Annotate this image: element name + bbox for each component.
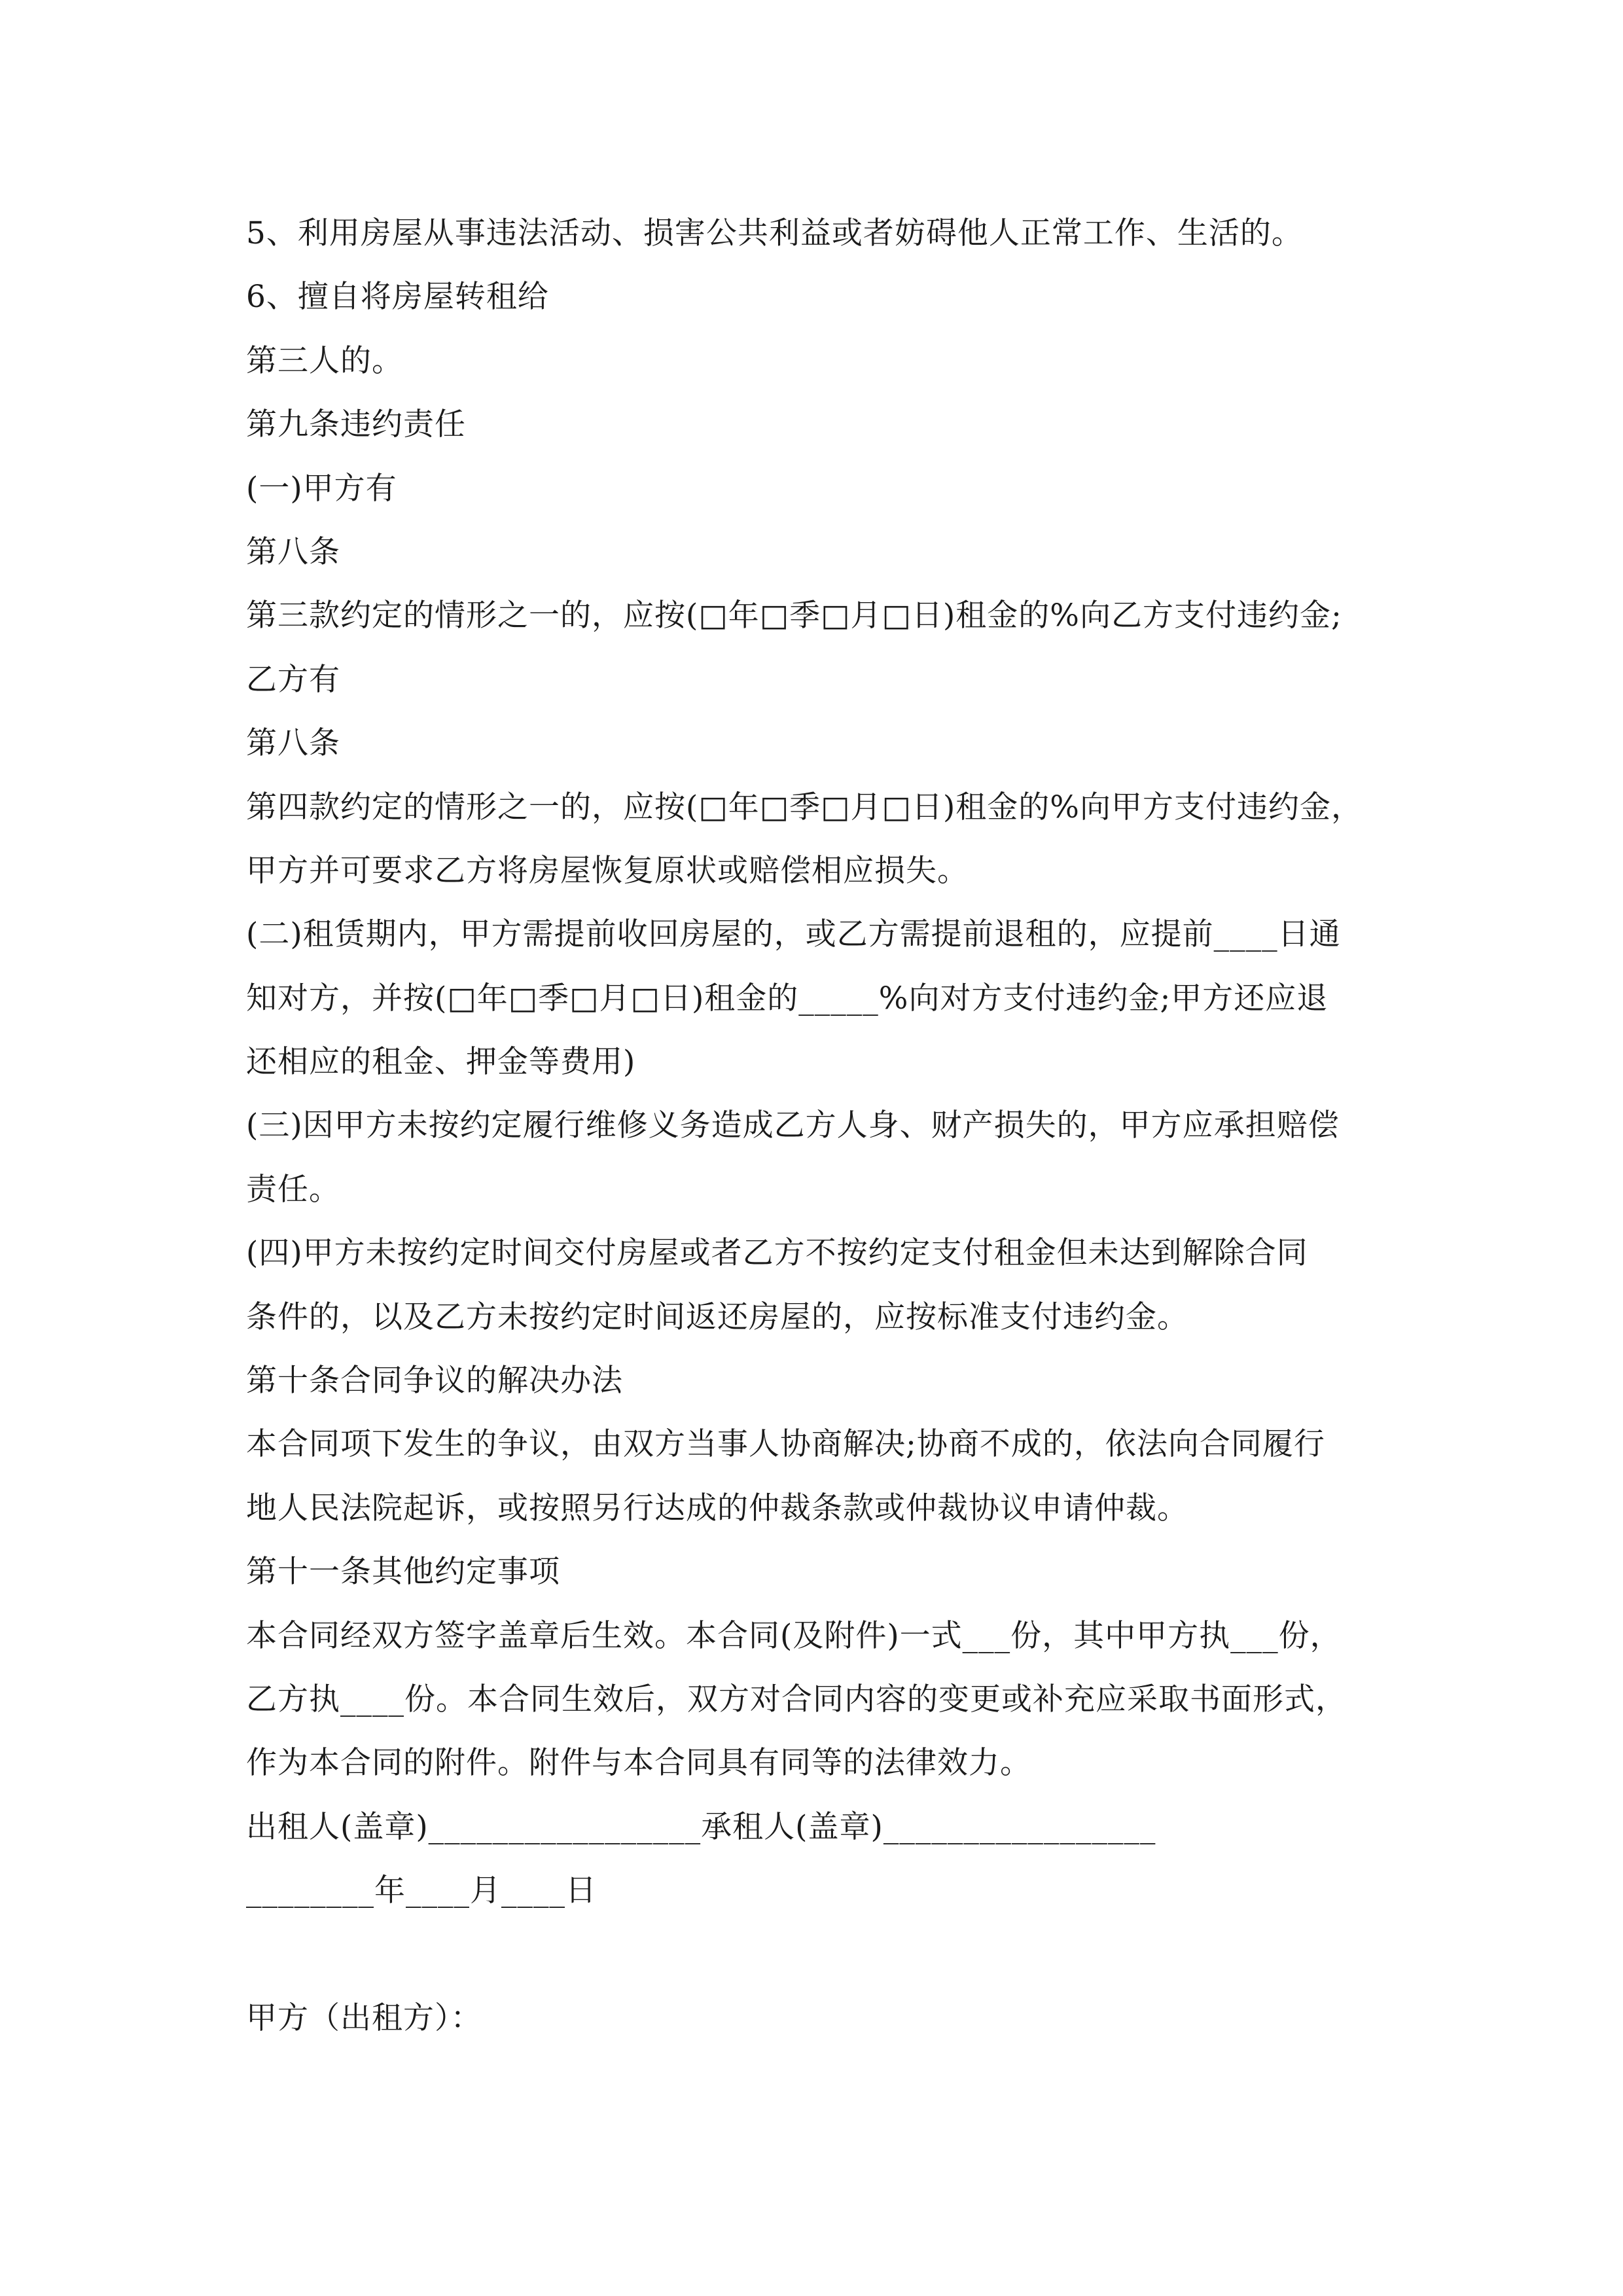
paragraph-line: 第四款约定的情形之一的，应按(□年□季□月□日)租金的%向甲方支付违约金， — [246, 789, 1363, 825]
party-a-label: 甲方（出租方）： — [246, 2000, 482, 2036]
contract-body — [246, 202, 1398, 2050]
clause-item-6: 6、擅自将房屋转租给 — [246, 279, 549, 315]
date-line: ________年____月____日 — [246, 1873, 597, 1909]
article-11-heading: 第十一条其他约定事项 — [246, 1554, 560, 1590]
paragraph-line: 乙方执____份。本合同生效后，双方对合同内容的变更或补充应采取书面形式， — [246, 1681, 1347, 1717]
clause-item-5: 5、利用房屋从事违法活动、损害公共利益或者妨碍他人正常工作、生活的。 — [246, 215, 1303, 251]
paragraph-line: 作为本合同的附件。附件与本合同具有同等的法律效力。 — [246, 1745, 1031, 1782]
paragraph-line: (一)甲方有 — [246, 470, 397, 507]
paragraph-line: 还相应的租金、押金等费用) — [246, 1044, 636, 1081]
paragraph-line: 责任。 — [246, 1171, 340, 1208]
spacer — [246, 1923, 1398, 1986]
paragraph-line: (四)甲方未按约定时间交付房屋或者乙方不按约定支付租金但未达到解除合同 — [246, 1235, 1308, 1272]
paragraph-line: 本合同经双方签字盖章后生效。本合同(及附件)一式___份，其中甲方执___份， — [246, 1617, 1342, 1654]
paragraph-line: 地人民法院起诉，或按照另行达成的仲裁条款或仲裁协议申请仲裁。 — [246, 1490, 1188, 1526]
paragraph-line: 第八条 — [246, 725, 340, 762]
paragraph-line: 甲方并可要求乙方将房屋恢复原状或赔偿相应损失。 — [246, 852, 969, 889]
paragraph-line: (二)租赁期内，甲方需提前收回房屋的，或乙方需提前退租的，应提前____日通 — [246, 916, 1341, 953]
clause-item-6-continued: 第三人的。 — [246, 342, 403, 379]
article-9-heading: 第九条违约责任 — [246, 406, 466, 443]
paragraph-line: 乙方有 — [246, 661, 340, 698]
article-10-heading: 第十条合同争议的解决办法 — [246, 1363, 623, 1399]
paragraph-line: 第八条 — [246, 533, 340, 570]
paragraph-line: 条件的，以及乙方未按约定时间返还房屋的，应按标准支付违约金。 — [246, 1299, 1188, 1335]
paragraph-line: (三)因甲方未按约定履行维修义务造成乙方人身、财产损失的，甲方应承担赔偿 — [246, 1107, 1340, 1144]
paragraph-line: 本合同项下发生的争议，由双方当事人协商解决;协商不成的，依法向合同履行 — [246, 1426, 1325, 1463]
paragraph-line: 第三款约定的情形之一的，应按(□年□季□月□日)租金的%向乙方支付违约金; — [246, 598, 1342, 634]
paragraph-line: 知对方，并按(□年□季□月□日)租金的_____%向对方支付违约金;甲方还应退 — [246, 980, 1329, 1016]
signature-line: 出租人(盖章)_________________承租人(盖章)_________________ — [246, 1808, 1156, 1845]
